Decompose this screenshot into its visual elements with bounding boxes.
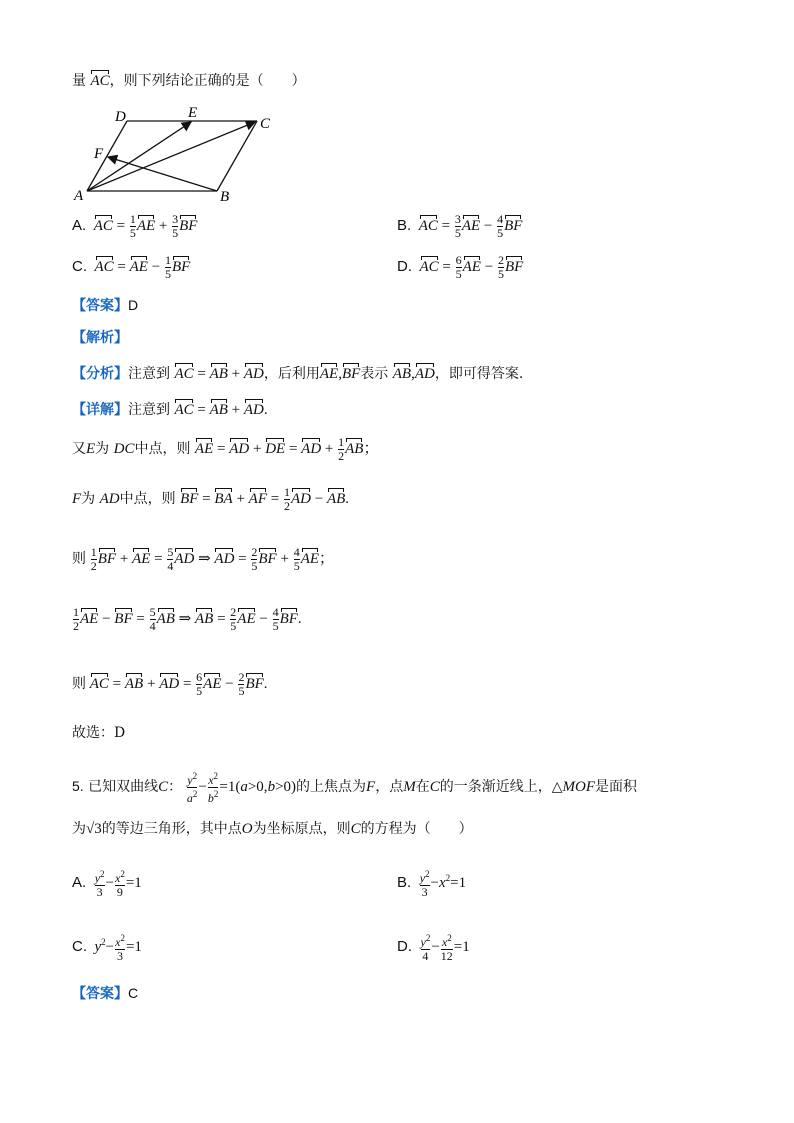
point-a: A <box>74 188 84 204</box>
parallelogram-figure <box>70 100 290 205</box>
q4-option-d[interactable]: D. AC = $\frac{6}{5}$ AE − $\frac{2}{5}$ BF <box>397 253 524 281</box>
q5-option-a[interactable]: A. $\frac{y^2}{3}$ − $\frac{x^2}{9}$ =1 <box>72 869 142 899</box>
q4-select: 故选：D <box>72 725 126 741</box>
vector-ac: AC <box>90 73 110 89</box>
intro-line <box>72 74 306 89</box>
q4-analysis-tag: 【解析】 <box>72 329 128 345</box>
q4-option-a[interactable]: A. AC = $\frac{1}{5}$ AE + $\frac{3}{5}$ BF <box>72 212 198 240</box>
vector-bf-line <box>108 157 217 191</box>
q4-then-1: 则 $\frac{1}{2}$ BF + AE = $\frac{5}{4}$ AD ⇒ AD = $\frac{2}{5}$ BF + $\frac{4}{5}$ AE； <box>72 545 335 573</box>
q4-option-b[interactable]: B. AC = $\frac{3}{5}$ AE − $\frac{4}{5}$ BF <box>397 212 523 240</box>
q4-line-f: F为 AD中点，则 BF = BA + AF = $\frac{1}{2}$ AD − AB. <box>72 485 350 513</box>
q4-answer: 【答案】D <box>72 297 139 313</box>
point-e: E <box>188 105 198 121</box>
q5-stem-line2: 为√3的等边三角形，其中点O为坐标原点，则C的方程为（ ） <box>72 821 473 837</box>
intro-suffix: ，则下列结论正确的是（ ） <box>109 73 306 89</box>
q4-then-2: $\frac{1}{2}$ AE − BF = $\frac{5}{4}$ AB ⇒ AB = $\frac{2}{5}$ AE − $\frac{4}{5}$ BF. <box>73 605 302 633</box>
side-bc <box>217 121 257 191</box>
q5-option-b[interactable]: B. $\frac{y^2}{3}$ $-x^2=1$ <box>397 869 467 899</box>
q4-line-e: 又E为 DC中点，则 AE = AD + DE = AD + $\frac{1}{2}$ AB； <box>72 435 379 463</box>
q5-stem-line1: 5. 已知双曲线C： $\frac{y^2}{a^2}$ − $\frac{x^2}{b^2}$ =1(a>0,b>0)的上焦点为F，点M在C的一条渐近线上，△MOF是面积 <box>72 771 637 805</box>
q4-option-c[interactable]: C. AC = AE − $\frac{1}{5}$ BF <box>72 253 191 281</box>
point-d: D <box>115 109 126 125</box>
point-f: F <box>94 146 104 162</box>
q5-option-d[interactable]: D. $\frac{y^2}{4}$ − $\frac{x^2}{12}$ =1 <box>397 933 470 963</box>
q5-option-c[interactable]: C. $y^2-$ $\frac{x^2}{3}$ =1 <box>72 933 142 963</box>
q4-then-3: 则 AC = AB + AD = $\frac{6}{5}$ AE − $\frac{2}{5}$ BF. <box>72 670 268 698</box>
vector-ac-line <box>87 122 255 191</box>
point-b: B <box>220 189 230 205</box>
q4-detail: 【详解】注意到 AC = AB + AD. <box>72 401 268 418</box>
q4-fenxi: 【分析】注意到 AC = AB + AD，后利用AE,BF表示 AB,AD，即可得答案. <box>72 365 524 382</box>
intro-prefix: 量 <box>72 73 86 89</box>
side-ad <box>87 121 127 191</box>
point-c: C <box>260 116 271 132</box>
q5-answer: 【答案】C <box>72 985 139 1001</box>
